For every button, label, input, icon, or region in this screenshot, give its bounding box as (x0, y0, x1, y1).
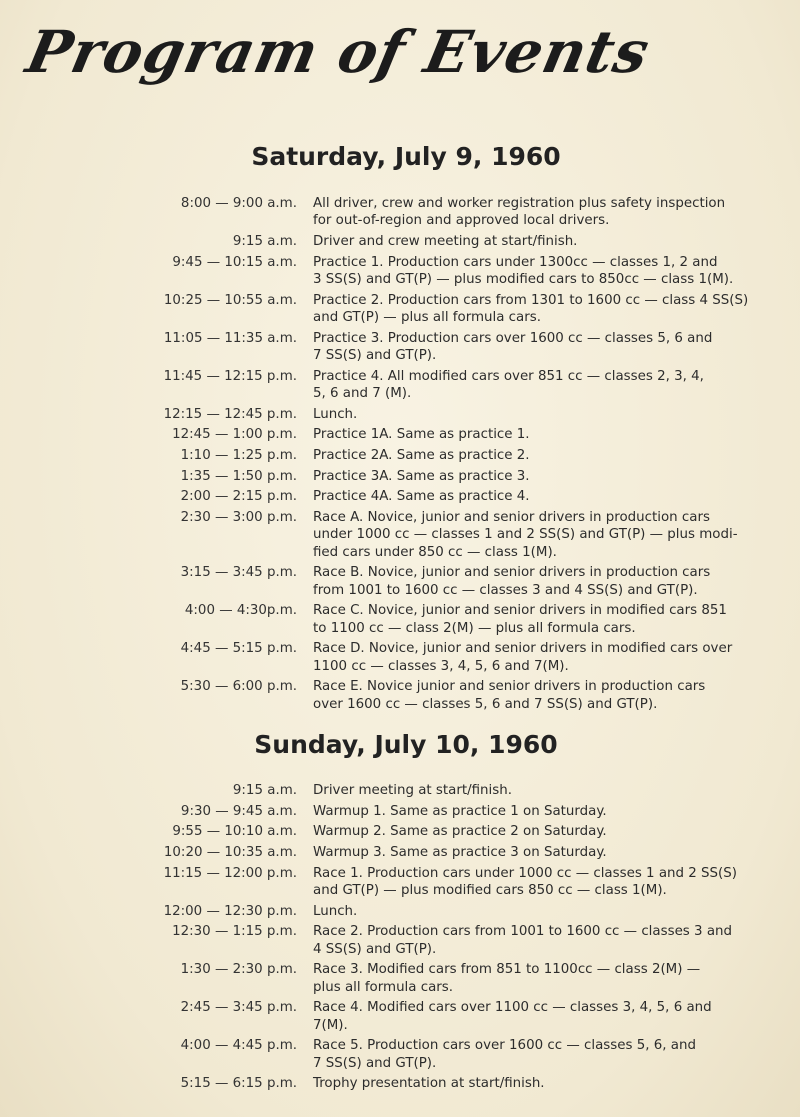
event-description (313, 1037, 763, 1072)
event-time: 9:15 a.m. (232, 783, 297, 798)
event-time: 11:15 — 12:00 p.m. (163, 865, 297, 881)
event-description-line: 7 SS(S) and GT(P). (313, 347, 437, 363)
schedule-row (0, 602, 800, 637)
event-description (313, 488, 763, 505)
event-description-line: 1100 cc — classes 3, 4, 5, 6 and 7(M). (313, 658, 569, 674)
event-time: 9:55 — 10:10 a.m. (172, 824, 297, 840)
schedule-row (0, 923, 800, 958)
event-time: 5:15 — 6:15 p.m. (180, 1076, 297, 1092)
event-description-line: Race 3. Modified cars from 851 to 1100cc — class 2(M) — (313, 962, 701, 978)
event-time: 4:00 — 4:45 p.m. (180, 1038, 297, 1054)
page-title: Program of Events (20, 18, 656, 86)
event-description (313, 233, 763, 250)
event-description (313, 823, 763, 840)
event-description (313, 923, 763, 958)
event-description (313, 865, 763, 900)
event-time: 1:35 — 1:50 p.m. (180, 468, 297, 484)
sunday-heading: Sunday, July 10, 1960 (254, 730, 558, 759)
event-description (313, 368, 763, 403)
schedule-row (0, 782, 800, 799)
event-description (313, 406, 763, 423)
schedule-row (0, 803, 800, 820)
event-description (313, 1075, 763, 1092)
event-description-line: 3 SS(S) and GT(P) — plus modified cars to 850cc — class 1(M). (313, 271, 734, 287)
event-description-line: for out-of-region and approved local drivers. (313, 213, 610, 229)
event-time: 4:00 — 4:30p.m. (184, 603, 297, 619)
event-time: 9:15 a.m. (232, 233, 297, 249)
schedule-row (0, 823, 800, 840)
event-description (313, 564, 763, 599)
event-time: 11:45 — 12:15 p.m. (163, 368, 297, 384)
schedule-row (0, 368, 800, 403)
schedule-row (0, 447, 800, 464)
event-description (313, 602, 763, 637)
event-time: 10:25 — 10:55 a.m. (163, 292, 297, 308)
event-description-line: Practice 3A. Same as practice 3. (313, 468, 530, 484)
schedule-row (0, 254, 800, 289)
schedule-row (0, 865, 800, 900)
event-description (313, 903, 763, 920)
event-description-line: Lunch. (313, 406, 358, 422)
event-description-line: All driver, crew and worker registration plus safety inspection (313, 196, 726, 211)
saturday-schedule (0, 195, 800, 716)
event-description-line: and GT(P) — plus modified cars 850 cc — class 1(M). (313, 883, 667, 899)
event-time: 12:00 — 12:30 p.m. (163, 903, 297, 919)
event-description-line: Race 4. Modified cars over 1100 cc — classes 3, 4, 5, 6 and (313, 1000, 712, 1016)
event-description-line: Lunch. (313, 903, 358, 919)
event-description-line: fied cars under 850 cc — class 1(M). (313, 544, 557, 560)
event-description-line: Practice 1A. Same as practice 1. (313, 427, 530, 443)
event-time: 2:00 — 2:15 p.m. (180, 489, 297, 505)
event-description (313, 640, 763, 675)
schedule-row (0, 844, 800, 861)
schedule-row (0, 330, 800, 365)
schedule-row (0, 195, 800, 230)
schedule-row (0, 426, 800, 443)
schedule-row (0, 999, 800, 1034)
event-description-line: Practice 3. Production cars over 1600 cc — classes 5, 6 and (313, 330, 713, 346)
schedule-row (0, 564, 800, 599)
event-time: 9:30 — 9:45 a.m. (180, 803, 297, 819)
schedule-row (0, 961, 800, 996)
schedule-row (0, 509, 800, 561)
event-description (313, 999, 763, 1034)
event-description-line: to 1100 cc — class 2(M) — plus all formula cars. (313, 620, 636, 636)
event-description (313, 330, 763, 365)
event-description-line: plus all formula cars. (313, 979, 454, 995)
event-description-line: Race 1. Production cars under 1000 cc — classes 1 and 2 SS(S) (313, 865, 738, 881)
event-description-line: Race 2. Production cars from 1001 to 1600 cc — classes 3 and (313, 924, 733, 940)
schedule-row (0, 406, 800, 423)
event-time: 2:45 — 3:45 p.m. (180, 1000, 297, 1016)
event-description-line: 5, 6 and 7 (M). (313, 385, 412, 401)
event-time: 4:45 — 5:15 p.m. (180, 641, 297, 657)
event-time: 11:05 — 11:35 a.m. (163, 330, 297, 346)
event-time: 12:30 — 1:15 p.m. (172, 924, 297, 940)
event-description-line: Practice 4A. Same as practice 4. (313, 489, 530, 505)
event-description-line: Trophy presentation at start/finish. (313, 1076, 545, 1092)
event-description-line: Warmup 3. Same as practice 3 on Saturday. (313, 845, 607, 861)
event-description-line: Warmup 1. Same as practice 1 on Saturday. (313, 803, 607, 819)
event-description-line: 7 SS(S) and GT(P). (313, 1055, 437, 1071)
event-description (313, 509, 763, 561)
event-time: 12:45 — 1:00 p.m. (172, 427, 297, 443)
event-description (313, 195, 763, 230)
schedule-row (0, 640, 800, 675)
event-time: 3:15 — 3:45 p.m. (180, 565, 297, 581)
event-time: 8:00 — 9:00 a.m. (180, 196, 297, 211)
event-time: 2:30 — 3:00 p.m. (180, 510, 297, 526)
event-description (313, 844, 763, 861)
event-description (313, 254, 763, 289)
event-description (313, 961, 763, 996)
schedule-row (0, 468, 800, 485)
event-time: 10:20 — 10:35 a.m. (163, 845, 297, 861)
event-description-line: Practice 2A. Same as practice 2. (313, 447, 530, 463)
sunday-schedule (0, 782, 800, 1096)
schedule-row (0, 678, 800, 713)
schedule-row (0, 1037, 800, 1072)
event-description (313, 426, 763, 443)
event-time: 1:10 — 1:25 p.m. (180, 447, 297, 463)
event-time: 5:30 — 6:00 p.m. (180, 679, 297, 695)
event-description (313, 803, 763, 820)
event-description-line: Driver meeting at start/finish. (313, 783, 512, 798)
event-description-line: Race B. Novice, junior and senior drivers in production cars (313, 565, 711, 581)
event-description-line: from 1001 to 1600 cc — classes 3 and 4 SS(S) and GT(P). (313, 582, 698, 598)
event-description-line: Race E. Novice junior and senior drivers in production cars (313, 679, 706, 695)
event-description (313, 447, 763, 464)
schedule-row (0, 292, 800, 327)
event-description-line: Practice 2. Production cars from 1301 to 1600 cc — class 4 SS(S) (313, 292, 749, 308)
event-description-line: and GT(P) — plus all formula cars. (313, 309, 541, 325)
event-description (313, 292, 763, 327)
schedule-row (0, 233, 800, 250)
event-time: 9:45 — 10:15 a.m. (172, 254, 297, 270)
event-description-line: 7(M). (313, 1017, 348, 1033)
event-description-line: Practice 4. All modified cars over 851 cc — classes 2, 3, 4, (313, 368, 704, 384)
event-description (313, 678, 763, 713)
event-description-line: Practice 1. Production cars under 1300cc — classes 1, 2 and (313, 254, 718, 270)
event-description (313, 468, 763, 485)
event-time: 1:30 — 2:30 p.m. (180, 962, 297, 978)
event-description-line: Race 5. Production cars over 1600 cc — classes 5, 6, and (313, 1038, 696, 1054)
event-description-line: over 1600 cc — classes 5, 6 and 7 SS(S) and GT(P). (313, 696, 658, 712)
event-description-line: under 1000 cc — classes 1 and 2 SS(S) and GT(P) — plus modi- (313, 527, 738, 543)
event-description-line: Race D. Novice, junior and senior drivers in modified cars over (313, 641, 733, 657)
event-description-line: 4 SS(S) and GT(P). (313, 941, 437, 957)
saturday-heading: Saturday, July 9, 1960 (251, 142, 561, 171)
schedule-row (0, 488, 800, 505)
event-time: 12:15 — 12:45 p.m. (163, 406, 297, 422)
schedule-row (0, 903, 800, 920)
event-description-line: Race C. Novice, junior and senior drivers in modified cars 851 (313, 603, 727, 619)
event-description-line: Driver and crew meeting at start/finish. (313, 233, 578, 249)
event-description (313, 782, 763, 799)
event-description-line: Warmup 2. Same as practice 2 on Saturday. (313, 824, 607, 840)
event-description-line: Race A. Novice, junior and senior drivers in production cars (313, 510, 710, 526)
schedule-row (0, 1075, 800, 1092)
